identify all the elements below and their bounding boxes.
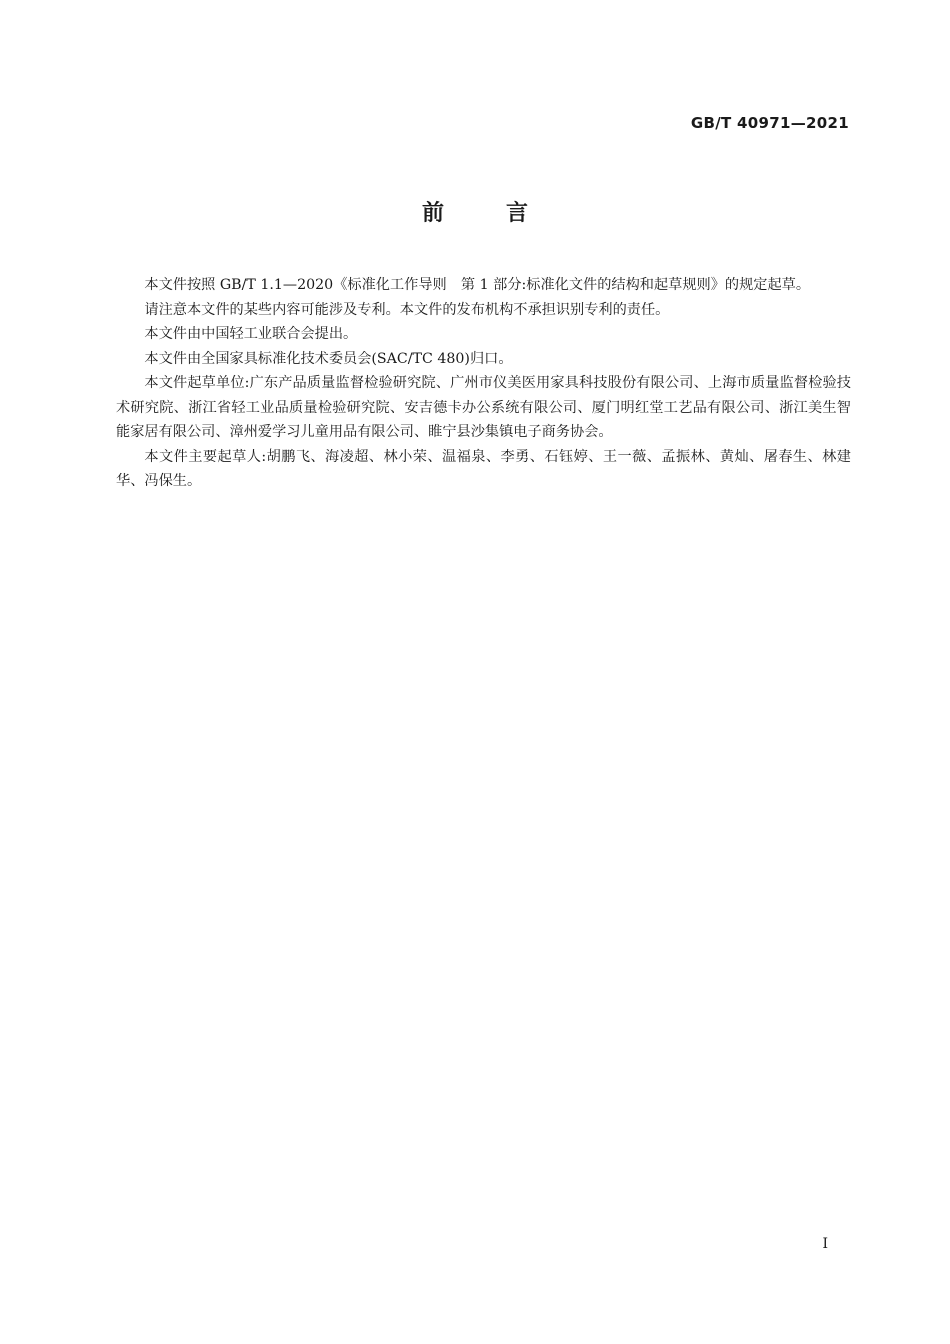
standard-number: GB/T 40971—2021 xyxy=(690,114,849,132)
paragraph-drafting-units: 本文件起草单位:广东产品质量监督检验研究院、广州市仪美医用家具科技股份有限公司、上海市质量监督检验技术研究院、浙江省轻工业品质量检验研究院、安吉德卡办公系统有限公司、厦门明红堂工艺品有限公司、浙江美生智能家居有限公司、漳州爱学习儿童用品有限公司、睢宁县沙集镇电子商务协会。 xyxy=(116,375,851,440)
paragraph-committee: 本文件由全国家具标准化技术委员会(SAC/TC 480)归口。 xyxy=(144,350,513,367)
page-number: I xyxy=(822,1236,828,1252)
paragraph-patent-notice: 请注意本文件的某些内容可能涉及专利。本文件的发布机构不承担识别专利的责任。 xyxy=(144,301,670,318)
page-title: 前言 xyxy=(421,201,590,226)
paragraph-drafting-rules: 本文件按照 GB/T 1.1—2020《标准化工作导则 第 1 部分:标准化文件的结构和起草规则》的规定起草。 xyxy=(144,277,811,293)
paragraph-drafters: 本文件主要起草人:胡鹏飞、海凌超、林小荣、温福泉、李勇、石钰婷、王一薇、孟振林、黄灿、屠春生、林建华、冯保生。 xyxy=(116,448,851,489)
paragraph-proposer: 本文件由中国轻工业联合会提出。 xyxy=(144,326,358,342)
foreword-body xyxy=(116,273,851,494)
